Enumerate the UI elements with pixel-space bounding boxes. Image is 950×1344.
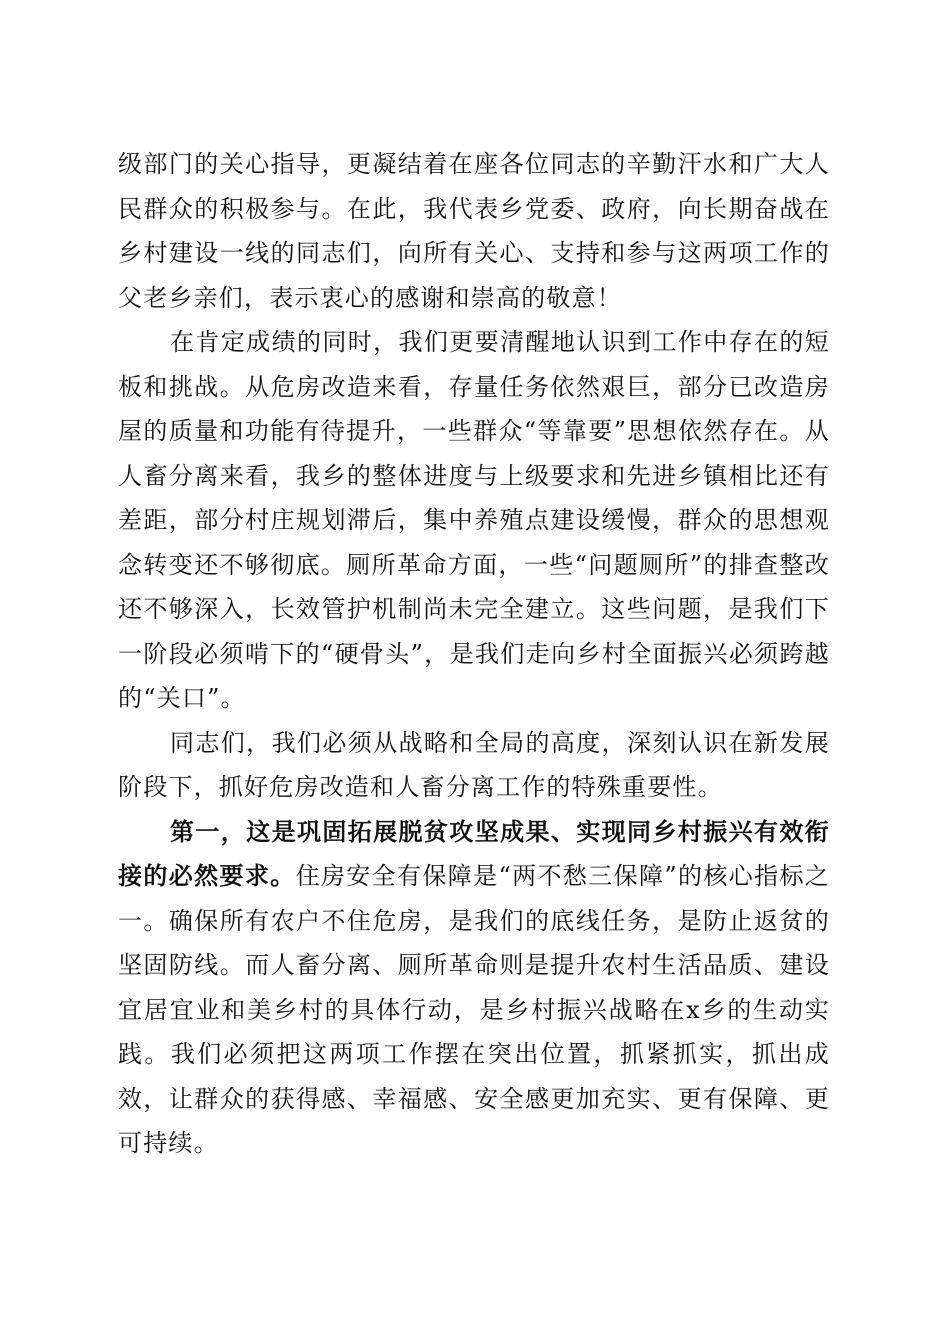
paragraph-shortcomings: 在肯定成绩的同时，我们更要清醒地认识到工作中存在的短板和挑战。从危房改造来看，存量任务依然艰巨，部分已改造房屋的质量和功能有待提升，一些群众“等靠要”思想依然存在。从人畜分离来看，我乡的整体进度与上级要求和先进乡镇相比还有差距，部分村庄规划滞后，集中养殖点建设缓慢，群众的思想观念转变还不够彻底。厕所革命方面，一些“问题厕所”的排查整改还不够深入，长效管护机制尚未完全建立。这些问题，是我们下一阶段必须啃下的“硬骨头”，是我们走向乡村全面振兴必须跨越的“关口”。 xyxy=(118,328,830,712)
paragraph-first-point-body: 住房安全有保障是“两不愁三保障”的核心指标之一。确保所有农户不住危房，是我们的底线任务，是防止返贫的坚固防线。而人畜分离、厕所革命则是提升农村生活品质、建设宜居宜业和美乡村的具体行动，是乡村振兴战略在x乡的生动实践。我们必须把这两项工作摆在突出位置，抓紧抓实，抓出成效，让群众的获得感、幸福感、安全感更加充实、更有保障、更可持续。 xyxy=(118,862,831,1157)
paragraph-importance: 同志们，我们必须从战略和全局的高度，深刻认识在新发展阶段下，抓好危房改造和人畜分离工作的特殊重要性。 xyxy=(118,728,830,801)
document-body xyxy=(118,142,830,1166)
paragraph-first-point xyxy=(118,810,830,1166)
paragraph-lead-heading: 第一，这是巩固拓展脱贫攻坚成果、实现同乡村振兴有效衔接的必然要求。 xyxy=(118,816,830,890)
paragraph-continuation: 级部门的关心指导，更凝结着在座各位同志的辛勤汗水和广大人民群众的积极参与。在此，我代表乡党委、政府，向长期奋战在乡村建设一线的同志们，向所有关心、支持和参与这两项工作的父老乡亲们，表示衷心的感谢和崇高的敬意！ xyxy=(118,150,830,312)
